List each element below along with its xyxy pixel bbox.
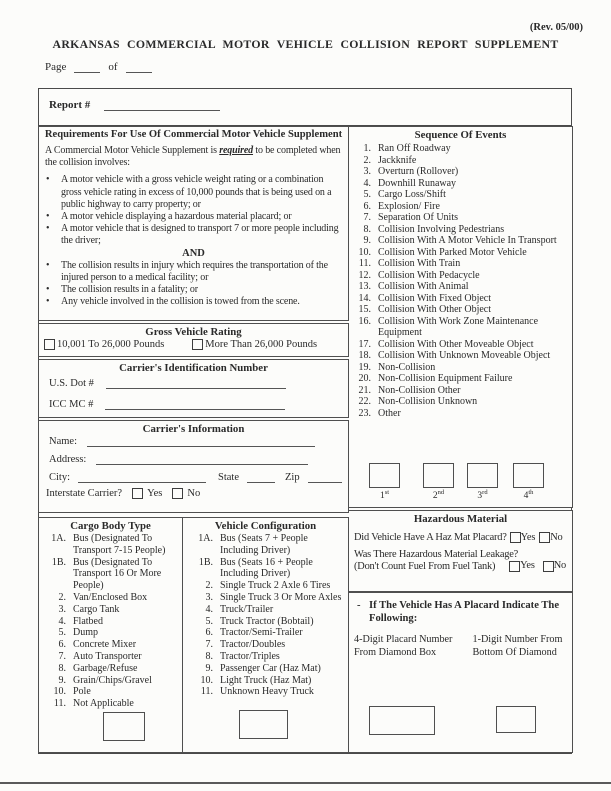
list-item: 1. Ran Off Roadway <box>363 143 451 154</box>
sequence-title: Sequence Of Events <box>414 129 507 141</box>
list-item: 23. Other <box>358 407 401 419</box>
city-state-zip-row <box>39 471 348 483</box>
state-field[interactable] <box>247 471 275 483</box>
city-label: City: <box>49 472 71 483</box>
list-item: 19. Non-Collision <box>358 361 436 373</box>
list-item: 10. Pole <box>53 686 91 698</box>
hazmat-leakage-no-label: No <box>553 560 566 571</box>
us-dot-label: U.S. Dot # <box>49 378 94 389</box>
page-number-field[interactable] <box>74 61 100 73</box>
and-label: AND <box>182 247 205 259</box>
list-item: 17. Collision With Other Moveable Object <box>358 338 534 350</box>
list-item: 16. Collision With Work Zone Maintenance Equipment <box>358 315 539 338</box>
hazmat-leakage-question-row <box>349 543 572 573</box>
sequence-box-4th[interactable] <box>513 463 544 488</box>
section-gross-vehicle-rating <box>38 323 349 357</box>
requirements-bullets-a <box>39 174 348 247</box>
sequence-slot-3 <box>467 463 498 501</box>
gvr-checkbox-10001-26000[interactable] <box>44 339 55 350</box>
list-item: 7. Auto Transporter <box>58 650 142 662</box>
form-body <box>38 88 572 754</box>
icc-mc-row <box>39 398 348 410</box>
section-requirements <box>38 126 349 321</box>
carrier-id-title: Carrier's Identification Number <box>119 362 268 374</box>
interstate-yes-label: Yes <box>147 488 163 499</box>
hazmat-leakage-yes-checkbox[interactable] <box>509 561 520 572</box>
placard-heading-text: If The Vehicle Has A Placard Indicate The Following: <box>369 600 560 624</box>
hazmat-leakage-no-checkbox[interactable] <box>543 561 554 572</box>
requirement-bullet: • The collision results in injury which requires the transportation of the injured person to a medical facility; or <box>46 259 328 284</box>
list-item: 18. Collision With Unknown Moveable Object <box>358 350 551 361</box>
hazmat-placard-yes-label: Yes <box>520 532 536 543</box>
vehicle-configuration-list <box>183 533 348 698</box>
gvr-option-10001-26000: 10,001 To 26,000 Pounds <box>44 339 164 350</box>
list-item: 22. Non-Collision Unknown <box>358 396 478 407</box>
hazmat-placard-yes-checkbox[interactable] <box>510 532 521 543</box>
requirement-bullet: • The collision results in a fatality; or <box>46 284 198 296</box>
zip-label: Zip <box>285 472 300 483</box>
placard-4digit-answer-box[interactable] <box>369 706 435 735</box>
section-carrier-identification <box>38 359 349 418</box>
name-row <box>39 435 348 447</box>
list-item: 21. Non-Collision Other <box>358 384 461 396</box>
list-item: 5. Dump <box>58 627 98 639</box>
gvr-option-more-26000: More Than 26,000 Pounds <box>192 339 317 350</box>
cargo-body-type-list <box>39 533 182 710</box>
bullet-icon: • <box>46 259 50 271</box>
placard-1digit-answer-box[interactable] <box>496 706 536 733</box>
cargo-body-type-answer-box[interactable] <box>103 712 145 741</box>
list-item: 4. Truck/Trailer <box>205 603 274 615</box>
report-number-label: Report # <box>49 99 91 111</box>
cargo-body-type-column <box>39 518 183 752</box>
ordinal-label-1st: 1st <box>379 489 390 502</box>
list-item: 13. Collision With Animal <box>358 281 469 292</box>
list-item: 20. Non-Collision Equipment Failure <box>358 373 513 384</box>
hazmat-placard-question-row <box>349 525 572 543</box>
us-dot-field[interactable] <box>106 377 286 389</box>
placard-1digit-label: 1-Digit Number From Bottom Of Diamond <box>472 634 563 658</box>
section-placard-details <box>349 592 573 753</box>
list-item: 10. Collision With Parked Motor Vehicle <box>358 246 527 258</box>
hazmat-title: Hazardous Material <box>413 513 508 525</box>
list-item: 1B. Bus (Designated To Transport 16 Or More People) <box>51 556 162 592</box>
sequence-list <box>349 143 572 419</box>
address-field[interactable] <box>96 453 308 465</box>
vehicle-configuration-answer-box[interactable] <box>239 710 288 739</box>
zip-field[interactable] <box>308 471 342 483</box>
city-field[interactable] <box>78 471 206 483</box>
icc-mc-label: ICC MC # <box>49 399 94 410</box>
placard-4digit-label: 4-Digit Placard Number From Diamond Box <box>354 634 453 658</box>
hazmat-leakage-options <box>509 560 566 572</box>
interstate-carrier-label: Interstate Carrier? <box>46 488 123 499</box>
of-label: of <box>108 61 118 73</box>
list-item: 1A. Bus (Seats 7 + People Including Driver) <box>198 533 308 556</box>
sequence-box-3rd[interactable] <box>467 463 498 488</box>
requirement-bullet: • A motor vehicle that is designed to transport 7 or more people including the driver; <box>46 223 339 247</box>
section-cargo-and-configuration <box>38 517 349 753</box>
list-item: 6. Explosion/ Fire <box>363 200 440 212</box>
list-item: 6. Tractor/Semi-Trailer <box>205 627 303 639</box>
sequence-box-1st[interactable] <box>369 463 400 488</box>
list-item: 8. Collision Involving Pedestrians <box>363 223 505 235</box>
section-hazardous-material <box>349 510 573 592</box>
list-item: 7. Tractor/Doubles <box>205 639 286 651</box>
report-number-row <box>39 89 571 126</box>
dash-bullet-icon: - <box>357 600 361 611</box>
list-item: 3. Single Truck 3 Or More Axles <box>205 591 342 603</box>
bullet-icon: • <box>46 174 50 186</box>
list-item: 9. Passenger Car (Haz Mat) <box>205 662 321 674</box>
list-item: 4. Downhill Runaway <box>363 177 457 189</box>
vehicle-configuration-column <box>183 518 348 752</box>
list-item: 2. Van/Enclosed Box <box>58 591 148 603</box>
gvr-title: Gross Vehicle Rating <box>145 326 242 338</box>
sequence-order-boxes <box>349 463 572 509</box>
list-item: 1A. Bus (Designated To Transport 7-15 People) <box>51 533 166 556</box>
list-item: 12. Collision With Pedacycle <box>358 269 480 281</box>
list-item: 5. Cargo Loss/Shift <box>363 189 446 200</box>
sequence-slot-1 <box>369 463 400 501</box>
name-field[interactable] <box>87 435 315 447</box>
hazmat-leakage-question-line2: (Don't Count Fuel From Fuel Tank) <box>354 561 496 572</box>
list-item: 11. Not Applicable <box>53 698 134 710</box>
sequence-box-2nd[interactable] <box>423 463 454 488</box>
icc-mc-field[interactable] <box>105 398 285 410</box>
revision-label: (Rev. 05/00) <box>529 22 583 33</box>
list-item: 8. Tractor/Triples <box>205 650 280 662</box>
report-number-field[interactable] <box>104 99 220 111</box>
sequence-slot-4 <box>513 463 544 501</box>
hazmat-placard-no-label: No <box>550 532 563 543</box>
section-sequence-of-events <box>349 126 573 508</box>
requirements-title: Requirements For Use Of Commercial Motor Vehicle Supplement <box>44 129 343 140</box>
gvr-options <box>39 338 348 350</box>
interstate-yes-checkbox[interactable] <box>132 488 143 499</box>
bullet-icon: • <box>46 284 50 296</box>
page-number-row <box>45 61 160 73</box>
name-label: Name: <box>49 436 77 447</box>
page-title: ARKANSAS COMMERCIAL MOTOR VEHICLE COLLISION REPORT SUPPLEMENT <box>52 37 559 51</box>
us-dot-row <box>39 377 348 389</box>
list-item: 6. Concrete Mixer <box>58 639 137 651</box>
list-item: 2. Single Truck 2 Axle 6 Tires <box>205 580 331 592</box>
interstate-carrier-row <box>39 488 348 499</box>
page-bottom-rule <box>0 782 611 784</box>
bullet-icon: • <box>46 223 50 235</box>
ordinal-label-2nd: 2nd <box>432 489 445 502</box>
list-item: 11. Unknown Heavy Truck <box>200 686 314 698</box>
placard-field-labels <box>354 634 572 659</box>
list-item: 2. Jackknife <box>363 154 417 166</box>
bullet-icon: • <box>46 296 50 308</box>
list-item: 1B. Bus (Seats 16 + People Including Driver) <box>198 556 313 580</box>
hazmat-placard-no-checkbox[interactable] <box>539 532 550 543</box>
list-item: 10. Light Truck (Haz Mat) <box>200 674 312 686</box>
hazmat-leakage-yes-label: Yes <box>520 560 535 571</box>
ordinal-label-4th: 4th <box>523 489 534 502</box>
placard-heading <box>357 599 568 625</box>
list-item: 11. Collision With Train <box>358 258 461 269</box>
state-label: State <box>218 472 240 483</box>
page-total-field[interactable] <box>126 61 152 73</box>
list-item: 7. Separation Of Units <box>363 212 458 223</box>
hazmat-placard-question: Did Vehicle Have A Haz Mat Placard? <box>354 532 507 543</box>
page-label: Page <box>45 61 67 73</box>
requirement-bullet: • Any vehicle involved in the collision is towed from the scene. <box>46 296 300 308</box>
ordinal-label-3rd: 3rd <box>477 489 488 502</box>
list-item: 4. Flatbed <box>58 615 103 627</box>
bullet-icon: • <box>46 211 50 223</box>
list-item: 15. Collision With Other Object <box>358 304 492 315</box>
list-item: 14. Collision With Fixed Object <box>358 292 492 304</box>
section-carrier-information <box>38 420 349 513</box>
requirement-bullet: • A motor vehicle with a gross vehicle weight rating or a combination gross vehicle rating in excess of 10,000 pounds that is being used on a public highway to carry property; or <box>46 174 332 210</box>
requirements-bullets-b <box>39 260 348 309</box>
vehicle-configuration-title: Vehicle Configuration <box>214 520 317 532</box>
list-item: 9. Grain/Chips/Gravel <box>58 674 152 686</box>
required-emphasis: required <box>219 145 254 156</box>
list-item: 3. Cargo Tank <box>58 603 120 615</box>
address-row <box>39 453 348 465</box>
list-item: 3. Overturn (Rollover) <box>363 166 459 177</box>
list-item: 9. Collision With A Motor Vehicle In Transport <box>363 235 557 246</box>
address-label: Address: <box>49 454 87 465</box>
list-item: 8. Garbage/Refuse <box>58 662 138 674</box>
sequence-slot-2 <box>423 463 454 501</box>
carrier-info-title: Carrier's Information <box>142 423 245 435</box>
gvr-checkbox-more-26000[interactable] <box>192 339 203 350</box>
list-item: 5. Truck Tractor (Bobtail) <box>205 615 314 627</box>
requirements-intro: A Commercial Motor Vehicle Supplement is required to be completed when the collision involves: <box>45 145 341 169</box>
requirement-bullet: • A motor vehicle displaying a hazardous material placard; or <box>46 211 292 223</box>
interstate-no-label: No <box>187 488 201 499</box>
interstate-no-checkbox[interactable] <box>172 488 183 499</box>
cargo-body-type-title: Cargo Body Type <box>70 520 151 532</box>
hazmat-leakage-question-line1: Was There Hazardous Material Leakage? <box>354 549 519 560</box>
